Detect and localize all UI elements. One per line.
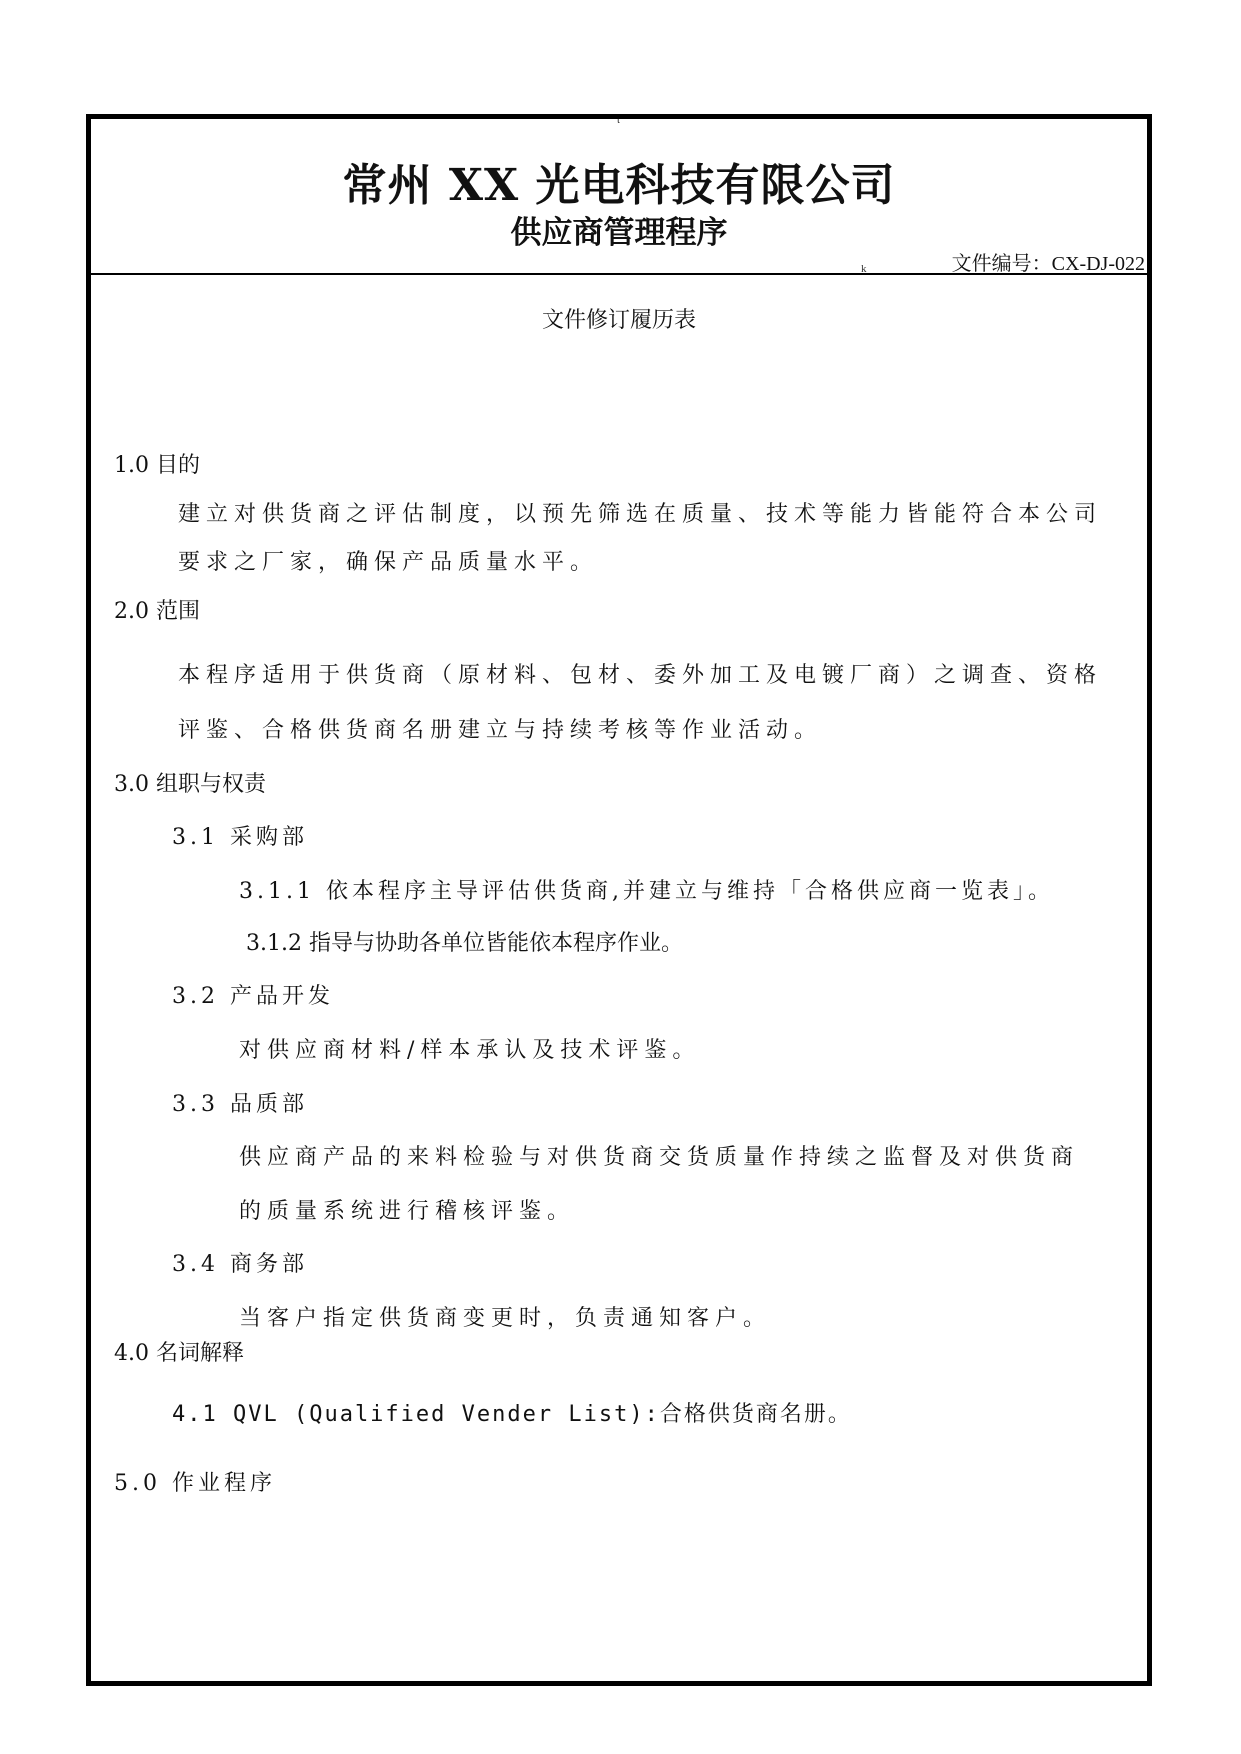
small-mark: k [861,263,867,275]
section-3-3-text-line2: 的质量系统进行稽核评鉴。 [239,1199,576,1224]
section-2-text-line2: 评鉴、合格供货商名册建立与持续考核等作业活动。 [178,718,823,743]
section-3-1-2-item: 3.1.2 指导与协助各单位皆能依本程序作业。 [246,931,683,956]
revision-history-title: 文件修订履历表 [541,308,696,333]
section-3-heading: 3.0 组职与权责 [114,772,266,797]
header-divider [91,273,1147,275]
section-4-heading: 4.0 名词解释 [114,1341,244,1366]
section-4-1-item: 4.1 QVL (Qualified Vender List):合格供货商名册。 [172,1402,852,1427]
document-frame [86,114,1152,1686]
section-1-text-line2: 要求之厂家，确保产品质量水平。 [178,550,599,575]
section-3-3-text-line1: 供应商产品的来料检验与对供货商交货质量作持续之监督及对供货商 [239,1145,1080,1170]
section-3-2-text: 对供应商材料/样本承认及技术评鉴。 [239,1038,701,1063]
section-1-text-line1: 建立对供货商之评估制度，以预先筛选在质量、技术等能力皆能符合本公司 [178,502,1103,527]
section-2-heading: 2.0 范围 [114,599,200,624]
section-3-3-heading: 3.3 品质部 [172,1092,308,1117]
section-3-2-heading: 3.2 产品开发 [172,984,334,1009]
company-name: 常州 XX 光电科技有限公司 [342,160,896,211]
section-5-heading: 5.0 作业程序 [114,1471,276,1496]
section-3-4-text: 当客户指定供货商变更时，负责通知客户。 [239,1306,772,1331]
section-3-4-heading: 3.4 商务部 [172,1252,308,1277]
document-subtitle: 供应商管理程序 [510,215,728,251]
top-mark: t [617,114,621,126]
section-2-text-line1: 本程序适用于供货商（原材料、包材、委外加工及电镀厂商）之调查、资格 [178,663,1103,688]
section-1-heading: 1.0 目的 [114,453,200,478]
section-3-1-heading: 3.1 采购部 [172,825,308,850]
document-number: 文件编号：CX-DJ-022 [951,253,1145,275]
section-3-1-1-item: 3.1.1 依本程序主导评估供货商,并建立与维持「合格供应商一览表」。 [239,879,1054,904]
